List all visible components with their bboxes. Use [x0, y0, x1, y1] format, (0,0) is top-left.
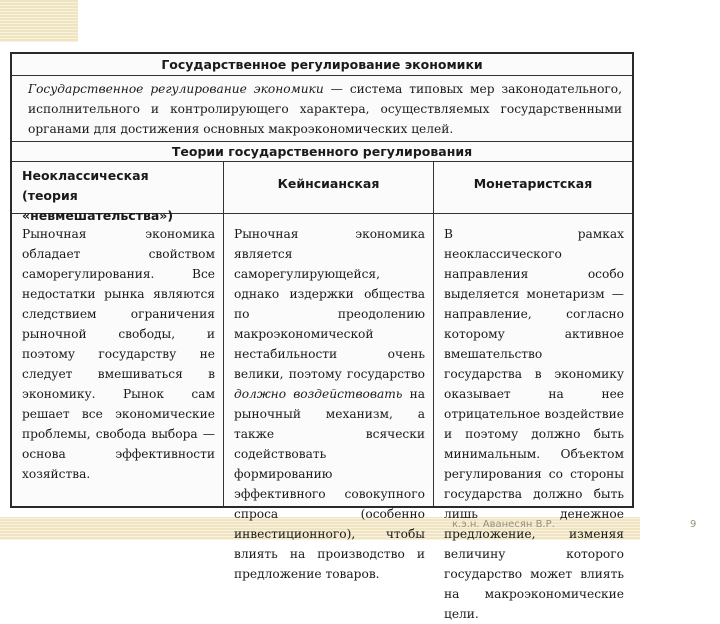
decorative-pattern-top: [0, 0, 78, 42]
body-text: Рыночная экономика является саморегулирующейся, однако издержки общества по преодолению макроэкономической нестабильности очень велики, поэтому государство: [234, 227, 425, 381]
header-line: Неоклассическая: [22, 168, 149, 183]
column-body-monetarist: В рамках неоклассического направления особо выделяется монетаризм — направление, согласно которому активное вмешательство государства в экономику оказывает на нее отрицательное воздействие и поэтому должно быть минимальным. Объектом регулирования со стороны государства должно быть лишь денежное предложение, изменяя величину которого государство может влиять на макроэкономические цели.: [444, 227, 624, 621]
column-header-neoclassical: [12, 162, 223, 223]
definition-term: Государственное регулирование экономики: [28, 82, 324, 96]
column-body-keynesian: [224, 214, 433, 584]
header-line: (теория «невмешательства»): [22, 188, 174, 223]
body-emphasis: должно воздействовать: [234, 387, 403, 401]
column-neoclassical: [12, 162, 224, 506]
definition-text: — система типовых мер законодательного, исполнительного и контролирующего характера, осуществляемых государственными органами для достижения основных макроэкономических целей.: [28, 82, 622, 136]
table-title: Государственное регулирование экономики: [12, 54, 632, 76]
footer-author: к.э.н. Аванесян В.Р.: [452, 519, 555, 530]
theories-title: Теории государственного регулирования: [12, 142, 632, 162]
column-header-keynesian: Кейнсианская: [224, 162, 433, 214]
column-body-neoclassical: Рыночная экономика обладает свойством саморегулирования. Все недостатки рынка являются следствием ограничения рыночной свободы, и поэтому государству не следует вмешиваться в экономику. Рынок сам решает все экономические проблемы, свобода выбора — основа эффективности хозяйства.: [22, 227, 215, 481]
column-header-monetarist: Монетаристская: [434, 162, 632, 214]
page-number: 9: [690, 519, 697, 530]
body-text: на рыночный механизм, а также всячески содействовать формированию эффективного совокупного спроса (особенно инвестиционного), чтобы влиять на производство и предложение товаров.: [234, 387, 425, 581]
column-keynesian: [224, 162, 434, 581]
definition-row: [12, 76, 632, 142]
